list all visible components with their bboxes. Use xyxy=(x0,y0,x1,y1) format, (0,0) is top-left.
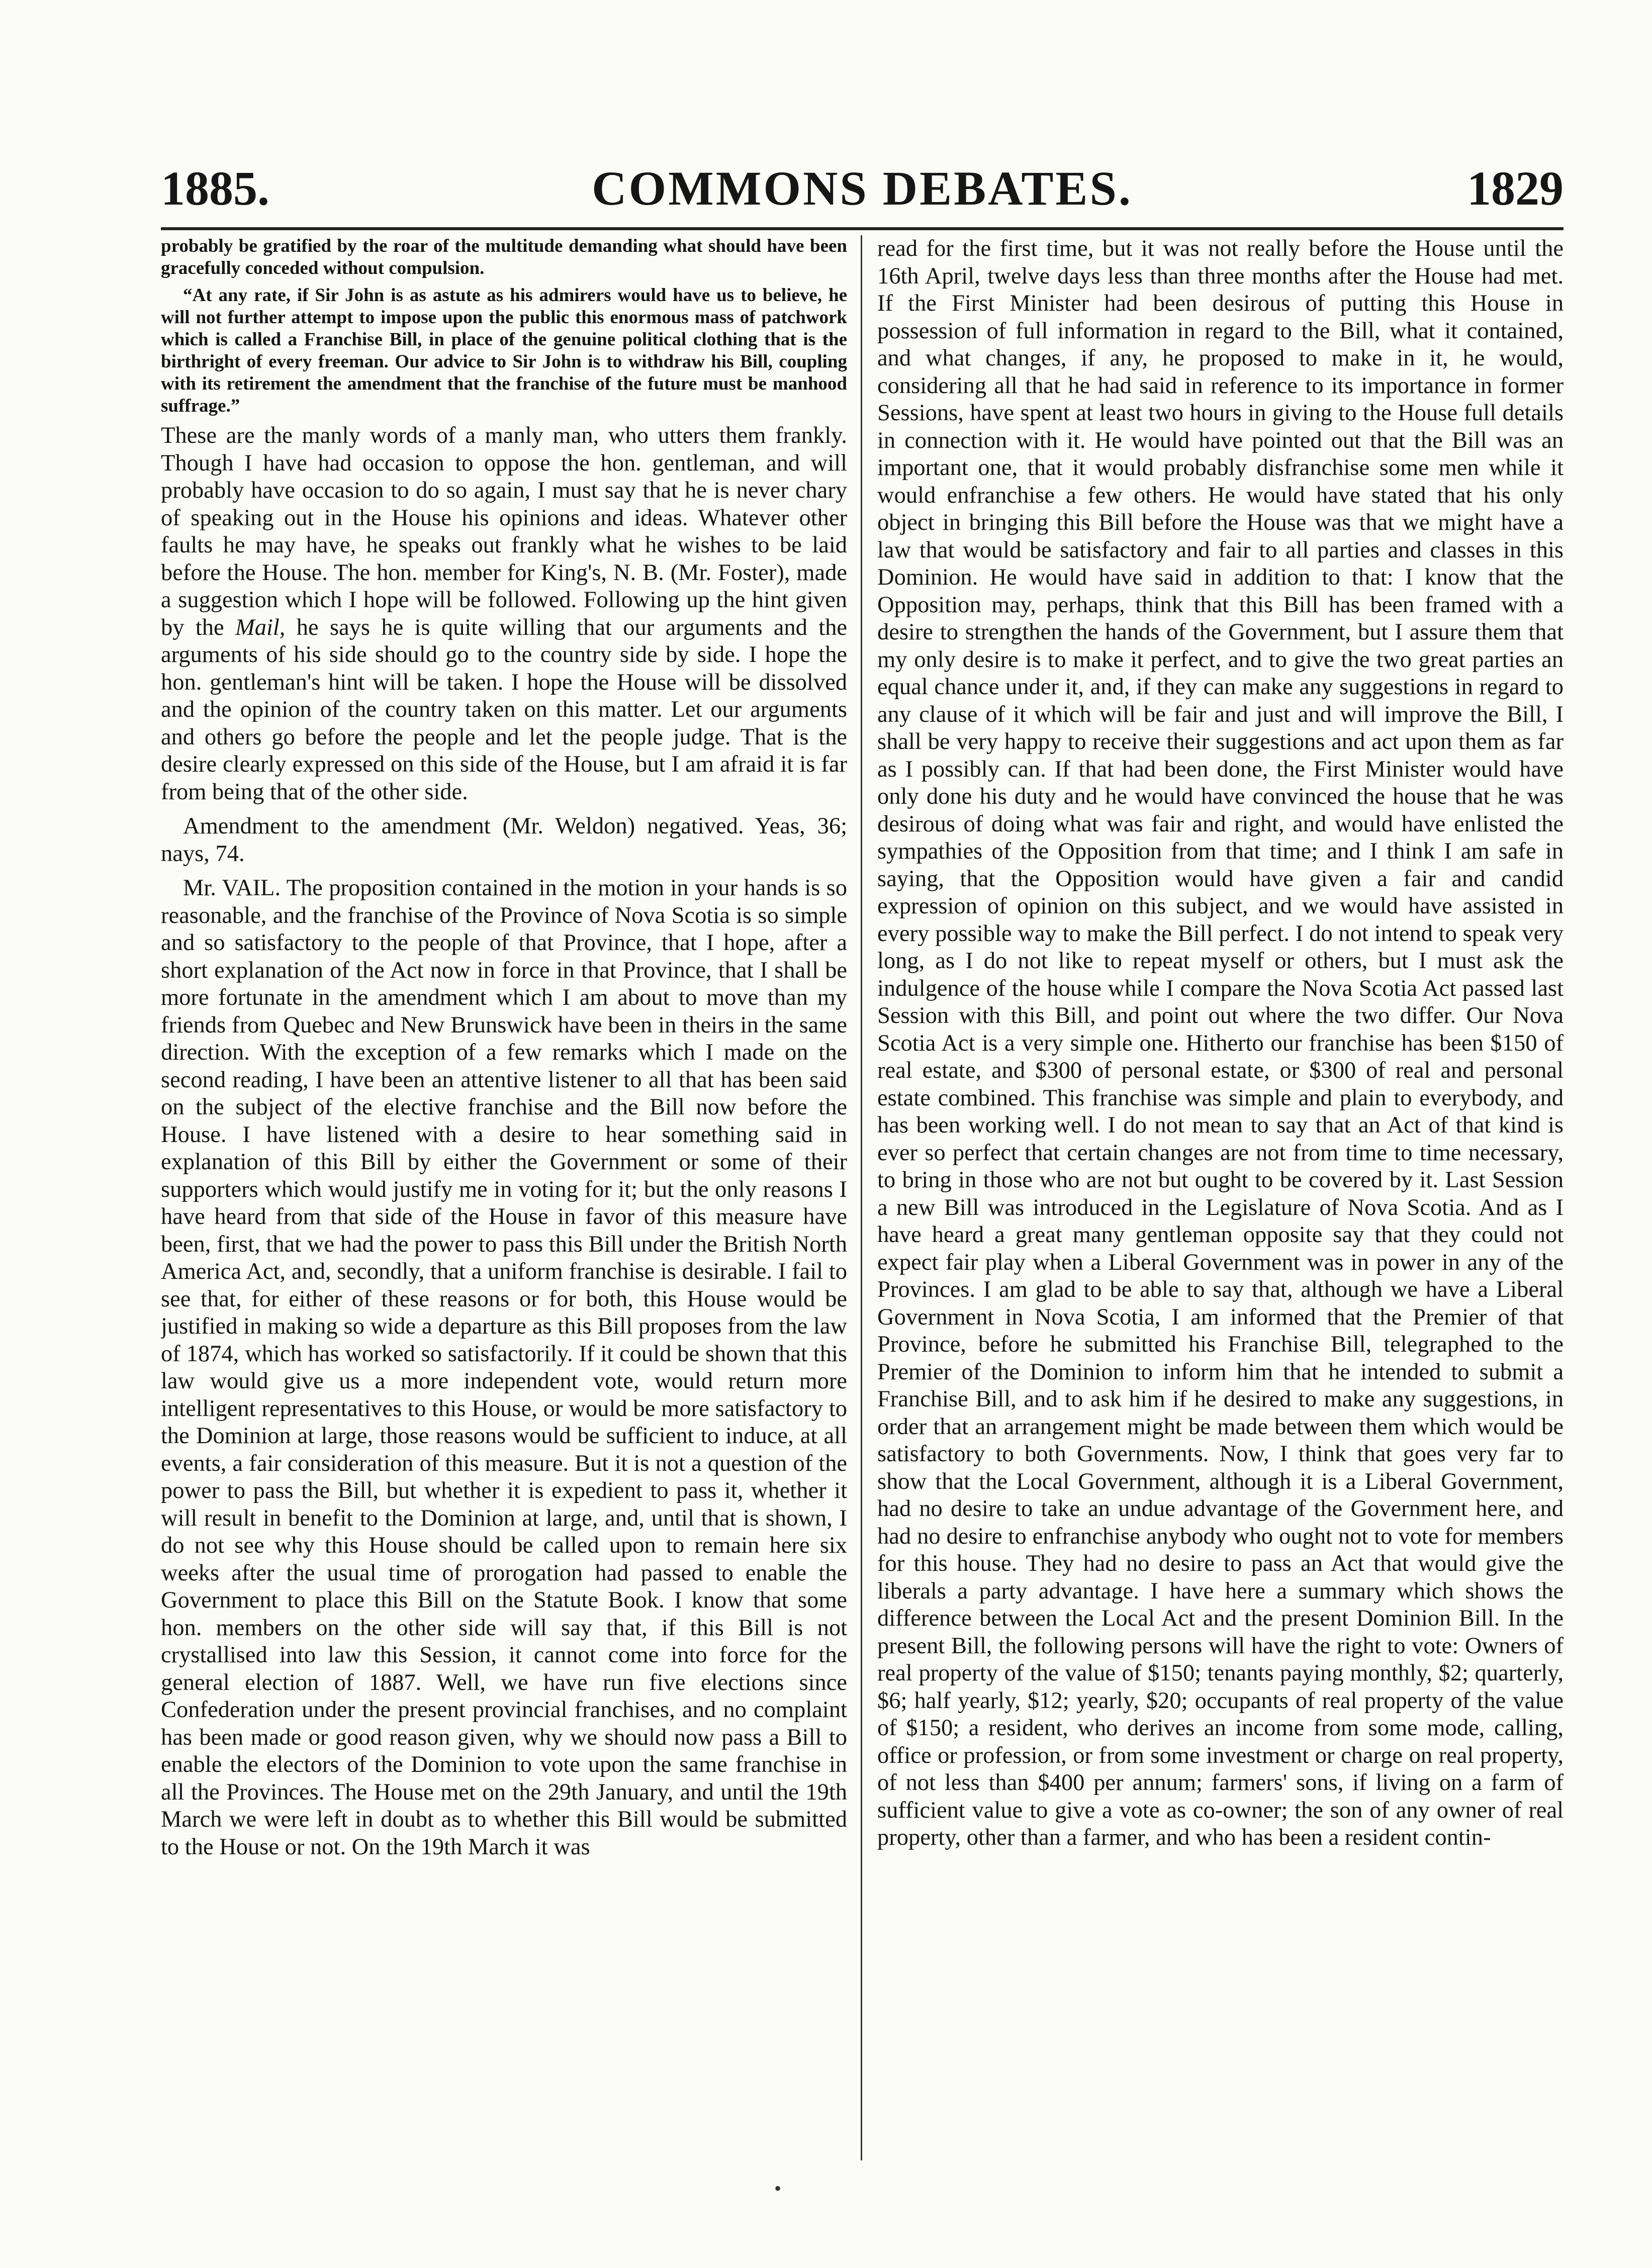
paragraph-right-continued: read for the first time, but it was not really before the House until the 16th April, twelve days less than three months after the House had met. If the First Minister had been desirous of putting this House in possession of full information in regard to the Bill, what it contained, and what changes, if any, he proposed to make in it, he would, considering all that he had said in reference to its importance in former Sessions, have spent at least two hours in giving to the House full details in connection with it. He would have pointed out that the Bill was an important one, that it would probably disfranchise some men while it would enfranchise a few others. He would have stated that his only object in bringing this Bill before the House was that we might have a law that would be satisfactory and fair to all parties and classes in this Dominion. He would have said in addition to that: I know that the Opposition may, perhaps, think that this Bill has been framed with a desire to strengthen the hands of the Government, but I assure them that my only desire is to make it perfect, and to give the two great parties an equal chance under it, and, if they can make any suggestions in regard to any clause of it which will be fair and just and will improve the Bill, I shall be very happy to receive their suggestions and act upon them as far as I possibly can. If that had been done, the First Minister would have only done his duty and he would have convinced the house that he was desirous of doing what was fair and right, and would have enlisted the sympathies of the Opposition from that time; and I think I am safe in saying, that the Opposition would have given a fair and candid expression of opinion on this subject, and we would have assisted in every possible way to make the Bill perfect. I do not intend to speak very long, as I do not like to repeat myself or others, but I must ask the indulgence of the house while I compare the Nova Scotia Act passed last Session with this Bill, and point out where the two differ. Our Nova Scotia Act is a very simple one. Hitherto our franchise has been $150 of real estate, and $300 of personal estate, or $300 of real and personal estate combined. This franchise was simple and plain to everybody, and has been working well. I do not mean to say that an Act of that kind is ever so perfect that certain changes are not from time to time necessary, to bring in those who are not but ought to be covered by it. Last Session a new Bill was introduced in the Legislature of Nova Scotia. And as I have heard a great many gentleman opposite say that they could not expect fair play when a Liberal Government was in power in any of the Provinces. I am glad to be able to say that, although we have a Liberal Government in Nova Scotia, I am informed that the Premier of that Province, before he submitted his Franchise Bill, telegraphed to the Premier of the Dominion to inform him that he intended to submit a Franchise Bill, and to ask him if he desired to make any suggestions, in order that an arrangement might be made between them which would be satisfactory to both Governments. Now, I think that goes very far to show that the Local Government, although it is a Liberal Government, had no desire to take an undue advantage of the Government here, and had no desire to enfranchise anybody who ought not to vote for members for this house. They had no desire to pass an Act that would give the liberals a party advantage. I have here a summary which shows the difference between the Local Act and the present Dominion Bill. In the present Bill, the following persons will have the right to vote: Owners of real property of the value of $150; tenants paying monthly, $2; quarterly, $6; half yearly, $12; yearly, $20; occupants of real property of the value of $150; a resident, who derives an income from some mode, calling, office or profession, or from some investment or charge on real property, of not less than $400 per annum; farmers' sons, if living on a farm of sufficient value to give a vote as co-owner; the son of any owner of real property, other than a farmer, and who has been a resident contin- xyxy=(877,236,1564,1850)
vote-result: Amendment to the amendment (Mr. Weldon) negatived. Yeas, 36; nays, 74. xyxy=(161,813,847,867)
mail-newspaper-name: Mail, xyxy=(235,614,286,640)
header-rule xyxy=(161,227,1564,230)
footer-mark: • xyxy=(774,2177,782,2200)
quote-intro: probably be gratified by the roar of the multitude demanding what should have been gracefully conceded without compulsion. xyxy=(161,236,847,278)
paragraph-manly-words-text: These are the manly words of a manly man, who utters them frankly. Though I have had occasion to oppose the hon. gentleman, and will probably have occasion to do so again, I must say that he is never chary of speaking out in the House his opinions and ideas. Whatever other faults he may have, he speaks out frankly what he wishes to be laid before the House. The hon. member for King's, N. B. (Mr. Foster), made a suggestion which I hope will be followed. Following up the hint given by the xyxy=(161,423,847,640)
header-year: 1885. xyxy=(161,161,269,215)
paragraph-mr-vail xyxy=(161,875,847,1861)
page-header xyxy=(161,151,1564,226)
left-column xyxy=(161,235,847,2176)
column-divider xyxy=(861,235,862,2160)
quote-body: “At any rate, if Sir John is as astute as his admirers would have us to believe, he will not further attempt to impose upon the public this enormous mass of patchwork which is called a Franchise Bill, in place of the genuine political clothing that is the birthright of every freeman. Our advice to Sir John is to withdraw his Bill, coupling with its retirement the amendment that the franchise of the future must be manhood suffrage.” xyxy=(161,285,847,416)
header-page-number: 1829 xyxy=(1467,161,1564,215)
paragraph-manly-words-end: he says he is quite willing that our arguments and the arguments of his side should go to the country side by side. I hope the hon. gentleman's hint will be taken. I hope the House will be dissolved and the opinion of the country taken on this matter. Let our arguments and others go before the people and let the people judge. That is the desire clearly expressed on this side of the House, but I am afraid it is far from being that of the other side. xyxy=(161,614,847,805)
header-title: COMMONS DEBATES. xyxy=(592,161,1133,215)
paragraph-mr-vail-text: The proposition contained in the motion in your hands is so reasonable, and the franchise of the Province of Nova Scotia is so simple and so satisfactory to the people of that Province, that I hope, after a short explanation of the Act now in force in that Province, that I shall be more fortunate in the amendment which I am about to move than my friends from Quebec and New Brunswick have been in theirs in the same direction. With the exception of a few remarks which I made on the second reading, I have been an attentive listener to all that has been said on the subject of the elective franchise and the Bill now before the House. I have listened with a desire to hear something said in explanation of this Bill by either the Government or some of their supporters which would justify me in voting for it; but the only reasons I have heard from that side of the House in favor of this measure have been, first, that we had the power to pass this Bill under the British North America Act, and, secondly, that a uniform franchise is desirable. I fail to see that, for either of these reasons or for both, this House would be justified in making so wide a departure as this Bill proposes from the law of 1874, which has worked so satisfactorily. If it could be shown that this law would give us a more independent vote, would return more intelligent representatives to this House, or would be more satisfactory to the Dominion at large, those reasons would be sufficient to induce, at all events, a fair consideration of this measure. But it is not a question of the power to pass the Bill, but whether it is expedient to pass it, whether it will result in benefit to the Dominion at large, and, until that is shown, I do not see why this House should be called upon to remain here six weeks after the usual time of prorogation had passed to enable the Government to place this Bill on the Statute Book. I know that some hon. members on the other side will say that, if this Bill is not crystallised into law this Session, it cannot come into force for the general election of 1887. Well, we have run five elections since Confederation under the present provincial franchises, and no complaint has been made or good reason given, why we should now pass a Bill to enable the electors of the Dominion to vote upon the same franchise in all the Provinces. The House met on the 29th January, and until the 19th March we were left in doubt as to whether this Bill would be submitted to the House or not. On the 19th March it was xyxy=(161,875,847,1860)
speaker-name: Mr. VAIL. xyxy=(183,875,281,901)
right-column xyxy=(877,235,1564,2176)
paragraph-manly-words xyxy=(161,422,847,806)
